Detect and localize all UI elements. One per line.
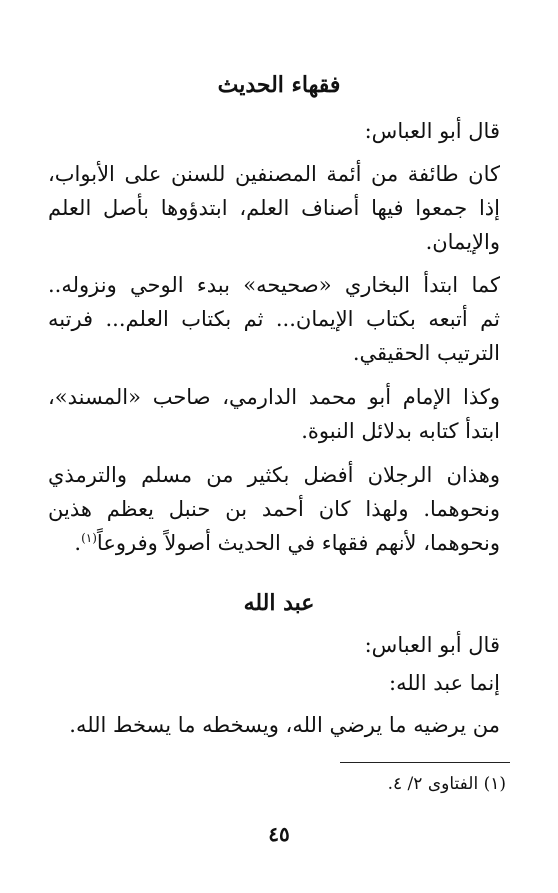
footnote-divider [340, 762, 510, 763]
section-title-abd-allah: عبد الله [243, 590, 315, 616]
paragraph-2-line-3: الترتيب الحقيقي. [352, 341, 500, 365]
section-title-fuqaha-al-hadith: فقهاء الحديث [217, 72, 341, 98]
speaker-line-2: قال أبو العباس: [364, 633, 500, 657]
paragraph-4-line-3-text: ونحوهما، لأنهم فقهاء في الحديث أصولاً وفروعاً [96, 531, 500, 555]
footnote-text: (١) الفتاوى ٢/ ٤. [387, 774, 506, 794]
paragraph-3-line-2: ابتدأ كتابه بدلائل النبوة. [301, 419, 500, 443]
footnote-marker: (١) [81, 531, 97, 545]
paragraph-1-line-1: كان طائفة من أئمة المصنفين للسنن على الأبواب، [48, 162, 500, 186]
paragraph-4-line-2: ونحوهما. ولهذا كان أحمد بن حنبل يعظم هذين [48, 497, 500, 521]
section-2-line-2: من يرضيه ما يرضي الله، ويسخطه ما يسخط الله. [69, 713, 500, 737]
paragraph-2-line-1: كما ابتدأ البخاري «صحيحه» ببدء الوحي ونزوله.. [48, 273, 500, 297]
paragraph-4-line-1: وهذان الرجلان أفضل بكثير من مسلم والترمذي [48, 463, 500, 487]
page-number: ٤٥ [268, 822, 290, 846]
paragraph-3-line-1: وكذا الإمام أبو محمد الدارمي، صاحب «المسند»، [48, 385, 500, 409]
paragraph-2-line-2: ثم أتبعه بكتاب الإيمان... ثم بكتاب العلم... فرتبه [48, 307, 500, 331]
section-2-line-1: إنما عبد الله: [389, 671, 500, 695]
paragraph-4-end-period: . [74, 531, 82, 555]
paragraph-1-line-3: والإيمان. [425, 230, 500, 254]
paragraph-4-line-3 [48, 526, 500, 560]
speaker-line: قال أبو العباس: [364, 119, 500, 143]
paragraph-1-line-2: إذا جمعوا فيها أصناف العلم، ابتدؤوها بأصل العلم [48, 196, 500, 220]
